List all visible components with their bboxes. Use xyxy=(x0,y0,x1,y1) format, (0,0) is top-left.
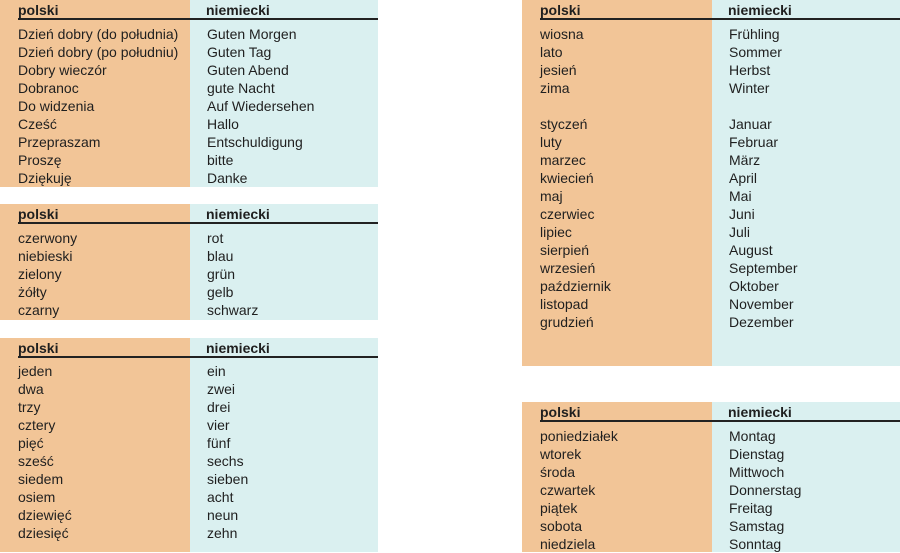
list-item: bitte xyxy=(207,152,234,168)
greetings-german-list xyxy=(207,25,314,187)
numbers-german-list xyxy=(207,362,248,542)
list-item: styczeń xyxy=(540,116,588,132)
list-item: Winter xyxy=(729,80,770,96)
list-item: czerwiec xyxy=(540,206,595,222)
list-item: kwiecień xyxy=(540,170,594,186)
list-item: siedem xyxy=(18,471,64,487)
list-item: zima xyxy=(540,80,570,96)
list-item: Guten Morgen xyxy=(207,26,297,42)
list-item: Herbst xyxy=(729,62,771,78)
list-item: Juli xyxy=(729,224,751,240)
list-item: drei xyxy=(207,399,231,415)
list-item: Mittwoch xyxy=(729,464,785,480)
list-item: Hallo xyxy=(207,116,239,132)
list-item: maj xyxy=(540,188,563,204)
weekdays-table xyxy=(522,402,900,552)
list-item: gelb xyxy=(207,284,234,300)
list-item: Freitag xyxy=(729,500,773,516)
greetings-german-column xyxy=(190,0,378,187)
spacer xyxy=(540,97,611,115)
seasons-months-polish-column xyxy=(522,0,712,366)
weekdays-polish-column xyxy=(522,402,712,552)
weekdays-polish-list xyxy=(540,427,618,553)
greetings-polish-list xyxy=(18,25,178,187)
colors-german-list xyxy=(207,229,258,319)
list-item: Do widzenia xyxy=(18,98,95,114)
list-item: osiem xyxy=(18,489,56,505)
list-item: Dzień dobry (do południa) xyxy=(18,26,179,42)
list-item: piątek xyxy=(540,500,578,516)
list-item: czwartek xyxy=(540,482,596,498)
header-rule xyxy=(190,18,378,20)
list-item: Donnerstag xyxy=(729,482,802,498)
polish-header: polski xyxy=(540,404,581,420)
header-rule xyxy=(712,18,900,20)
list-item: vier xyxy=(207,417,230,433)
list-item: lato xyxy=(540,44,563,60)
header-rule xyxy=(712,420,900,422)
list-item: Auf Wiedersehen xyxy=(207,98,315,114)
list-item: marzec xyxy=(540,152,586,168)
list-item: Sonntag xyxy=(729,536,782,552)
list-item: wtorek xyxy=(540,446,582,462)
list-item: jeden xyxy=(18,363,53,379)
list-item: Sommer xyxy=(729,44,782,60)
list-item: zielony xyxy=(18,266,62,282)
list-item: sobota xyxy=(540,518,583,534)
list-item: Guten Abend xyxy=(207,62,289,78)
list-item: wrzesień xyxy=(540,260,596,276)
list-item: Przepraszam xyxy=(18,134,101,150)
list-item: zehn xyxy=(207,525,238,541)
list-item: niedziela xyxy=(540,536,596,552)
numbers-polish-list xyxy=(18,362,72,542)
numbers-german-column xyxy=(190,338,378,552)
list-item: wiosna xyxy=(540,26,584,42)
seasons-months-german-list xyxy=(729,25,797,331)
list-item: dziewięć xyxy=(18,507,72,523)
list-item: sierpień xyxy=(540,242,590,258)
list-item: grün xyxy=(207,266,236,282)
numbers-polish-column xyxy=(0,338,190,552)
header-rule xyxy=(18,356,190,358)
colors-table xyxy=(0,204,378,320)
list-item: schwarz xyxy=(207,302,259,318)
list-item: Oktober xyxy=(729,278,779,294)
polish-header: polski xyxy=(18,2,59,18)
greetings-table xyxy=(0,0,378,187)
list-item: trzy xyxy=(18,399,41,415)
list-item: Januar xyxy=(729,116,772,132)
list-item: Cześć xyxy=(18,116,57,132)
german-header: niemiecki xyxy=(728,2,792,18)
list-item: cztery xyxy=(18,417,56,433)
list-item: Februar xyxy=(729,134,779,150)
list-item: dziesięć xyxy=(18,525,69,541)
list-item: lipiec xyxy=(540,224,572,240)
polish-header: polski xyxy=(540,2,581,18)
list-item: acht xyxy=(207,489,234,505)
list-item: sechs xyxy=(207,453,244,469)
list-item: blau xyxy=(207,248,234,264)
list-item: jesień xyxy=(540,62,577,78)
list-item: Mai xyxy=(729,188,752,204)
header-rule xyxy=(18,222,190,224)
polish-header: polski xyxy=(18,340,59,356)
list-item: gute Nacht xyxy=(207,80,275,96)
list-item: dwa xyxy=(18,381,44,397)
list-item: neun xyxy=(207,507,239,523)
list-item: zwei xyxy=(207,381,236,397)
list-item: Dobry wieczór xyxy=(18,62,107,78)
list-item: grudzień xyxy=(540,314,594,330)
seasons-months-german-column xyxy=(712,0,900,366)
header-rule xyxy=(190,356,378,358)
list-item: sieben xyxy=(207,471,249,487)
list-item: Guten Tag xyxy=(207,44,272,60)
list-item: Proszę xyxy=(18,152,62,168)
header-rule xyxy=(540,18,712,20)
list-item: Entschuldigung xyxy=(207,134,303,150)
list-item: Dzień dobry (po południu) xyxy=(18,44,179,60)
list-item: środa xyxy=(540,464,576,480)
german-header: niemiecki xyxy=(728,404,792,420)
list-item: listopad xyxy=(540,296,589,312)
header-rule xyxy=(540,420,712,422)
seasons-months-polish-list xyxy=(540,25,611,331)
colors-polish-list xyxy=(18,229,77,319)
list-item: Dienstag xyxy=(729,446,785,462)
list-item: März xyxy=(729,152,761,168)
list-item: November xyxy=(729,296,794,312)
list-item: niebieski xyxy=(18,248,73,264)
list-item: czarny xyxy=(18,302,60,318)
list-item: Dobranoc xyxy=(18,80,79,96)
weekdays-german-column xyxy=(712,402,900,552)
header-rule xyxy=(190,222,378,224)
list-item: Juni xyxy=(729,206,755,222)
header-rule xyxy=(18,18,190,20)
list-item: Dezember xyxy=(729,314,794,330)
list-item: Samstag xyxy=(729,518,785,534)
weekdays-german-list xyxy=(729,427,801,553)
list-item: Dziękuję xyxy=(18,170,72,186)
list-item: Montag xyxy=(729,428,776,444)
colors-polish-column xyxy=(0,204,190,320)
list-item: październik xyxy=(540,278,611,294)
list-item: sześć xyxy=(18,453,54,469)
numbers-table xyxy=(0,338,378,552)
list-item: luty xyxy=(540,134,562,150)
seasons-months-table xyxy=(522,0,900,366)
german-header: niemiecki xyxy=(206,206,270,222)
list-item: ein xyxy=(207,363,226,379)
list-item: Frühling xyxy=(729,26,780,42)
polish-header: polski xyxy=(18,206,59,222)
list-item: czerwony xyxy=(18,230,78,246)
list-item: rot xyxy=(207,230,224,246)
list-item: fünf xyxy=(207,435,231,451)
list-item: April xyxy=(729,170,758,186)
list-item: poniedziałek xyxy=(540,428,618,444)
german-header: niemiecki xyxy=(206,340,270,356)
spacer xyxy=(729,97,797,115)
list-item: pięć xyxy=(18,435,44,451)
list-item: żółty xyxy=(18,284,47,300)
colors-german-column xyxy=(190,204,378,320)
list-item: Danke xyxy=(207,170,248,186)
greetings-polish-column xyxy=(0,0,190,187)
list-item: August xyxy=(729,242,773,258)
german-header: niemiecki xyxy=(206,2,270,18)
list-item: September xyxy=(729,260,798,276)
